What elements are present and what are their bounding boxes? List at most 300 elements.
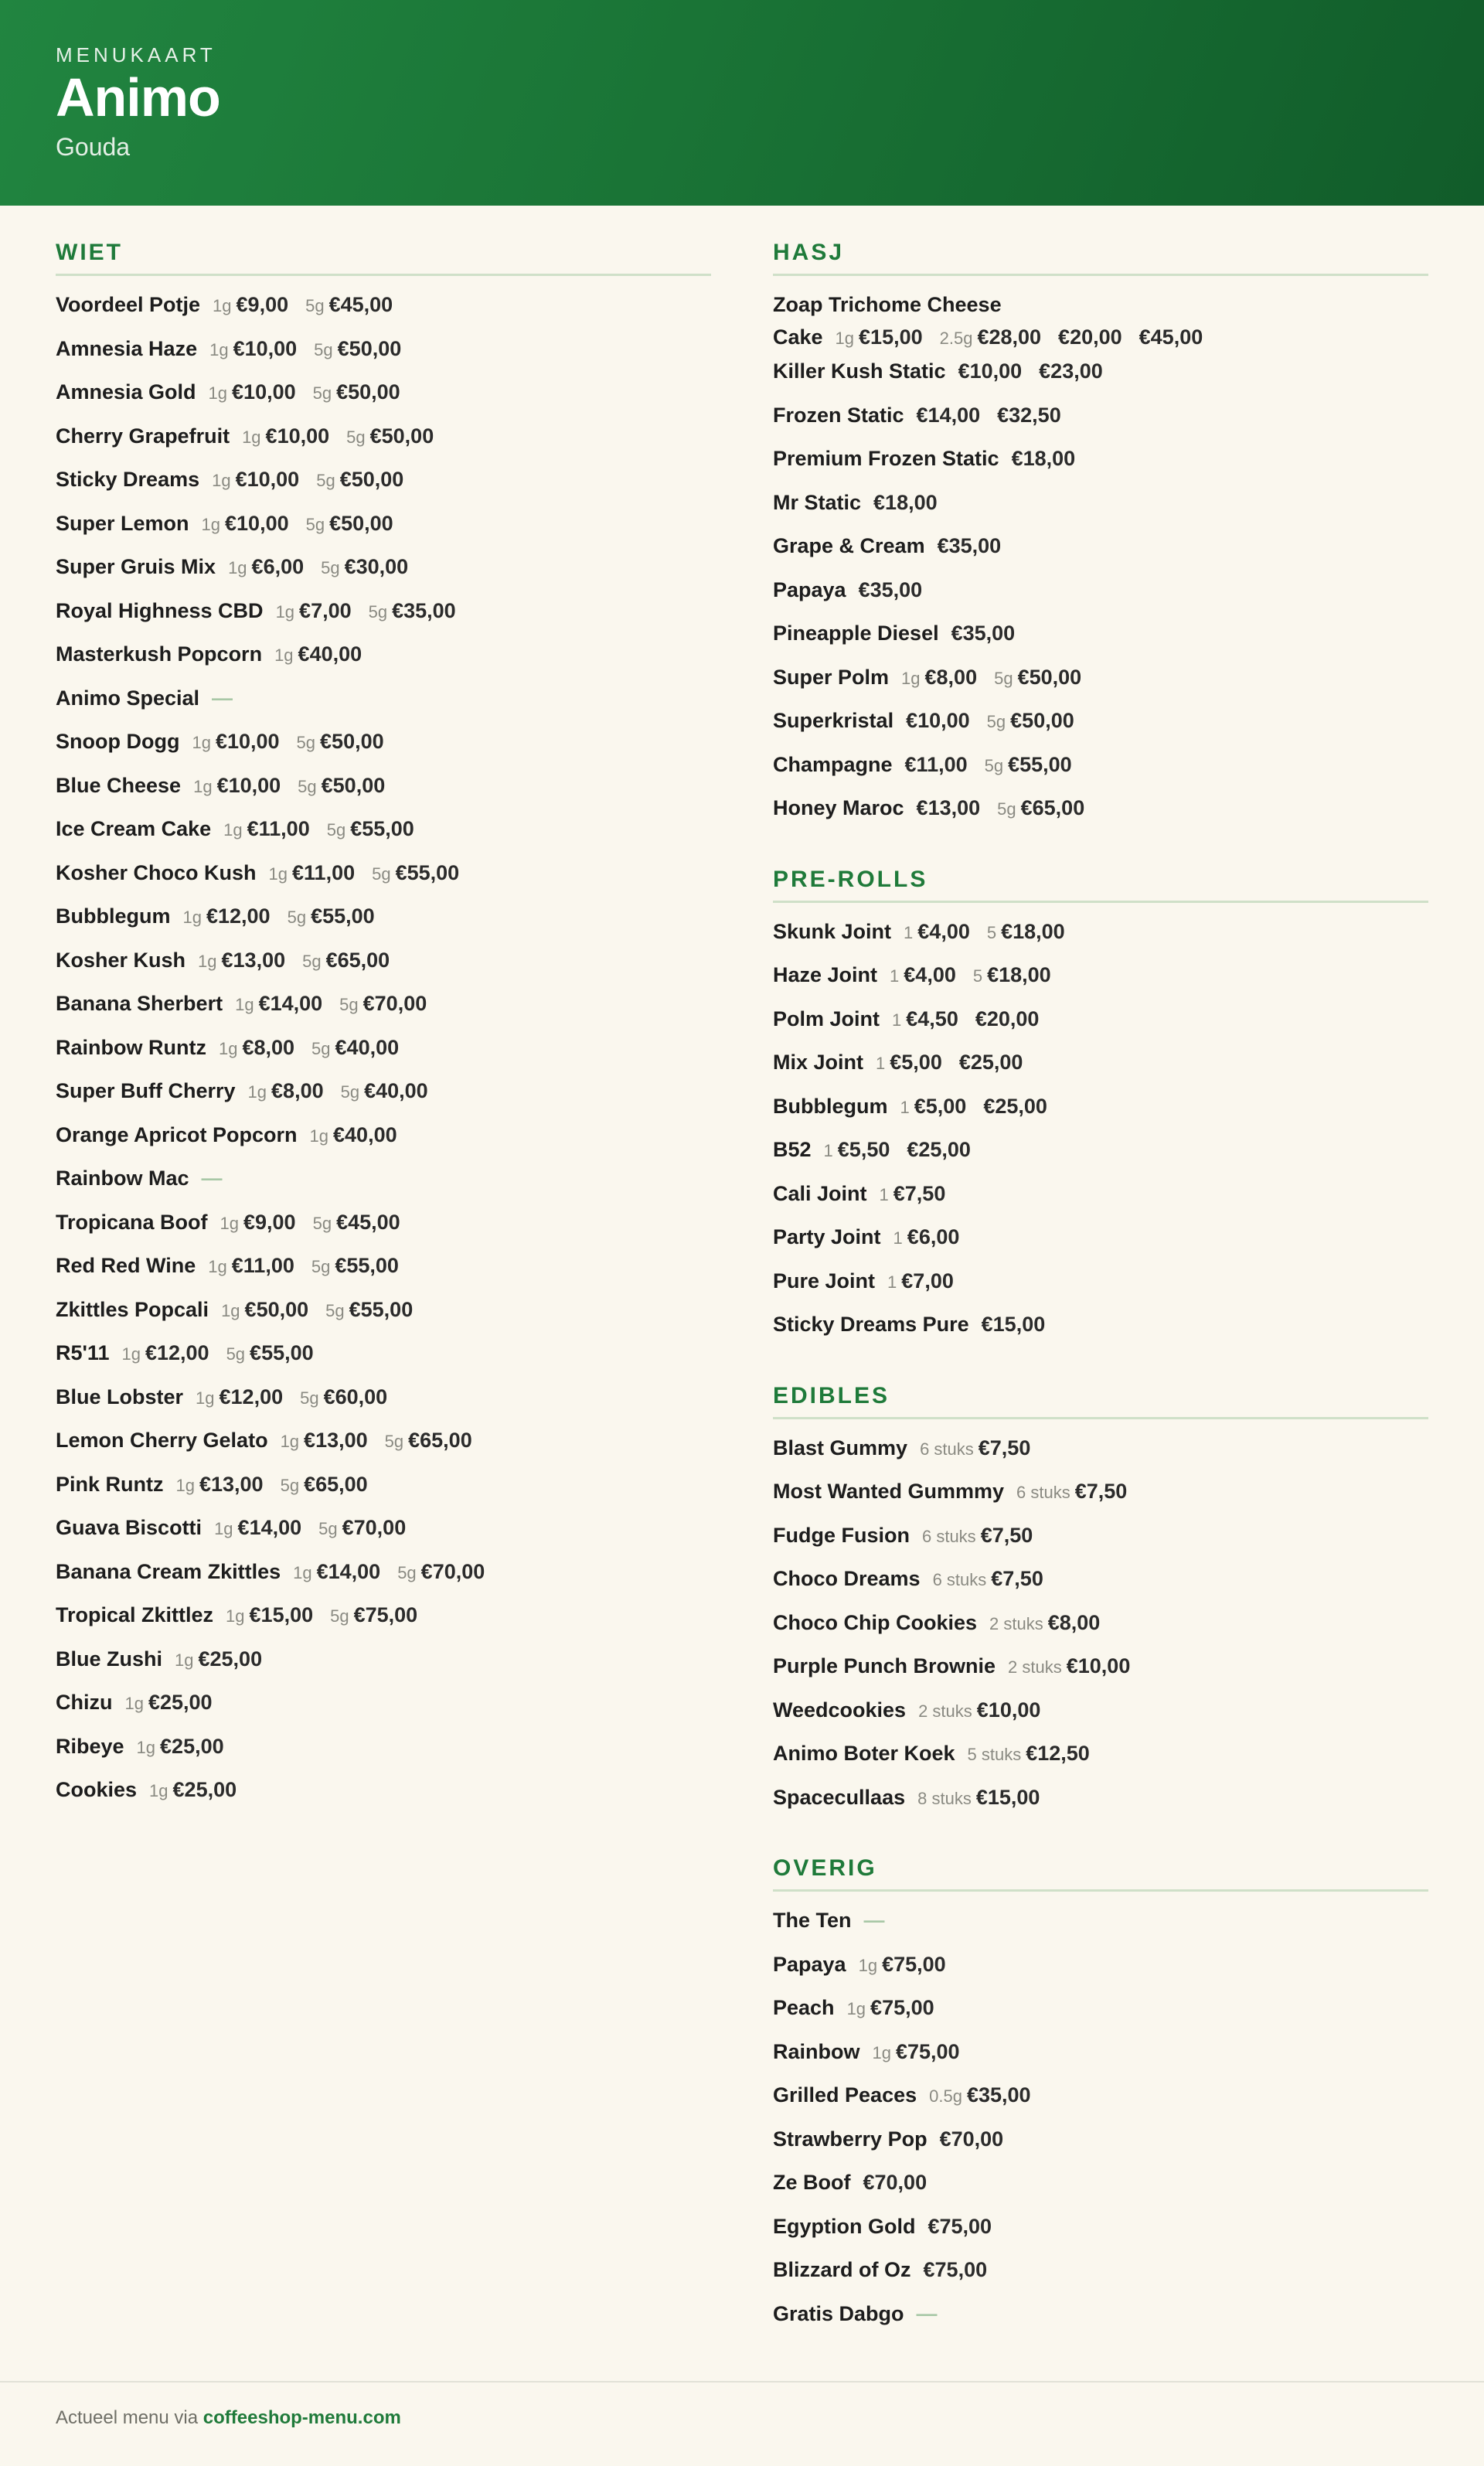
item-price [917, 796, 981, 819]
price-unit: 1 [900, 1097, 910, 1117]
price-amount: €75,00 [882, 1952, 946, 1976]
menu-item [56, 1206, 711, 1250]
price-unit: 1 [904, 922, 914, 942]
item-price [198, 949, 285, 972]
price-amount: €65,00 [325, 948, 390, 972]
price-amount: €4,50 [906, 1006, 958, 1030]
menu-item [773, 2253, 1428, 2297]
item-name: Zkittles Popcali [56, 1297, 209, 1321]
price-amount: €14,00 [258, 992, 323, 1015]
price-amount: €4,00 [917, 919, 970, 943]
price-amount: €7,50 [1074, 1480, 1128, 1503]
item-price [906, 709, 970, 732]
menu-item [56, 1599, 711, 1643]
item-name: Ze Boof [773, 2171, 851, 2194]
price-amount: €25,00 [160, 1734, 224, 1758]
price-amount: €55,00 [311, 904, 375, 928]
menu-item [56, 638, 711, 682]
footer-link[interactable]: coffeeshop-menu.com [203, 2407, 401, 2428]
item-name: Gratis Dabgo [773, 2301, 904, 2325]
menu-item [773, 661, 1428, 705]
price-unit: 5g [321, 558, 340, 577]
section-title: WIET [56, 240, 711, 276]
price-amount: €40,00 [333, 1122, 397, 1146]
price-amount: €55,00 [350, 817, 414, 840]
item-price [863, 2171, 928, 2194]
price-unit: 1 [887, 1272, 897, 1292]
price-unit: 1g [149, 1781, 168, 1800]
price-amount: €50,00 [329, 511, 393, 535]
item-price [311, 1036, 399, 1059]
item-price [248, 1079, 324, 1102]
price-unit: 5g [994, 668, 1013, 688]
price-unit: 5 [972, 966, 983, 986]
item-name: Chizu [56, 1691, 113, 1714]
item-price [917, 1786, 1040, 1809]
item-price [918, 1698, 1040, 1722]
price-amount: €55,00 [1008, 752, 1072, 776]
item-price [904, 920, 970, 943]
menu-item [773, 2123, 1428, 2167]
price-amount: €70,00 [939, 2127, 1004, 2151]
price-unit: 1 [879, 1184, 889, 1204]
menu-item [773, 959, 1428, 1003]
price-unit: 1g [223, 820, 243, 840]
price-amount: €55,00 [250, 1341, 314, 1364]
item-price [973, 963, 1051, 986]
price-unit: 5g [316, 471, 335, 490]
price-amount: €35,00 [858, 577, 923, 601]
price-amount: €75,00 [353, 1603, 418, 1626]
item-name: Rainbow Mac [56, 1167, 189, 1190]
price-amount: €65,00 [1020, 796, 1085, 819]
item-price [369, 599, 456, 622]
price-amount: €10,00 [1066, 1654, 1131, 1677]
price-unit: 1 [890, 966, 900, 986]
item-name: Amnesia Gold [56, 380, 196, 404]
price-amount: €40,00 [298, 642, 362, 666]
no-price-dash: — [863, 1909, 885, 1932]
item-price [226, 1341, 314, 1364]
item-price [281, 1473, 368, 1496]
price-amount: €50,00 [337, 336, 402, 360]
item-name: Blue Lobster [56, 1385, 184, 1408]
price-amount: €40,00 [364, 1079, 428, 1102]
price-amount: €65,00 [304, 1472, 368, 1496]
price-unit: 1g [235, 995, 254, 1014]
item-price [892, 1007, 958, 1030]
item-name: Weedcookies [773, 1698, 907, 1722]
price-unit: 6 stuks [932, 1570, 987, 1589]
menu-item [773, 704, 1428, 748]
item-name: Kosher Kush [56, 948, 186, 972]
price-unit: 1g [226, 1606, 245, 1626]
item-price [951, 622, 1016, 645]
price-amount: €55,00 [335, 1254, 399, 1277]
menu-section [773, 867, 1428, 1352]
item-price [228, 555, 304, 578]
menu-item [773, 1432, 1428, 1476]
price-amount: €7,50 [978, 1436, 1031, 1460]
item-name: Ribeye [56, 1734, 124, 1758]
item-name: Super Polm [773, 665, 890, 689]
price-amount: €55,00 [349, 1297, 414, 1321]
item-price [196, 1385, 283, 1408]
item-price [212, 468, 299, 491]
price-unit: 1g [124, 1694, 144, 1713]
item-price [940, 325, 1041, 349]
item-name: Super Gruis Mix [56, 555, 216, 578]
menu-item [773, 1046, 1428, 1090]
price-amount: €45,00 [336, 1210, 400, 1234]
menu-item [773, 1694, 1428, 1738]
no-price-dash: — [212, 686, 233, 710]
item-price [994, 666, 1081, 689]
item-name: Banana Cream Zkittles [56, 1559, 281, 1583]
item-price [219, 1036, 294, 1059]
item-price [346, 424, 434, 448]
item-price [928, 2215, 992, 2238]
price-unit: 5g [312, 383, 332, 403]
menu-item [773, 1090, 1428, 1134]
item-price [276, 599, 352, 622]
item-name: Lemon Cherry Gelato [56, 1429, 268, 1452]
item-name: Guava Biscotti [56, 1516, 203, 1539]
price-unit: 5g [397, 1562, 417, 1582]
item-name: Animo Special [56, 686, 200, 710]
price-unit: 1g [274, 645, 294, 665]
price-amount: €7,50 [893, 1181, 946, 1205]
item-price [223, 817, 310, 840]
price-amount: €50,00 [244, 1297, 309, 1321]
menu-item [56, 769, 711, 813]
menu-item [56, 900, 711, 944]
price-unit: 5g [368, 601, 388, 622]
price-unit: 1g [268, 863, 288, 884]
item-price [929, 2083, 1030, 2107]
price-amount: €8,00 [924, 665, 978, 689]
item-price [900, 1095, 967, 1118]
price-unit: 1g [212, 471, 231, 490]
menu-item [773, 1562, 1428, 1606]
price-unit: 1g [858, 1955, 878, 1975]
item-price [341, 1079, 428, 1102]
menu-item [56, 1293, 711, 1337]
menu-item [56, 420, 711, 464]
price-amount: €10,00 [235, 468, 300, 491]
price-amount: €6,00 [907, 1225, 960, 1248]
price-unit: 1g [121, 1344, 141, 1364]
item-price [920, 1436, 1030, 1460]
item-name: Most Wanted Gummmy [773, 1480, 1005, 1503]
menu-columns [56, 240, 1428, 2372]
menu-item [56, 1730, 711, 1774]
menu-section [773, 240, 1428, 836]
menu-item [773, 1475, 1428, 1519]
price-amount: €45,00 [328, 293, 393, 316]
menu-item [56, 1381, 711, 1425]
price-unit: 1g [192, 733, 211, 752]
item-price [397, 1560, 485, 1583]
item-price [313, 380, 400, 404]
price-unit: 5g [384, 1432, 404, 1451]
price-amount: €10,00 [232, 380, 296, 404]
item-name: Pineapple Diesel [773, 622, 939, 645]
item-name: Super Lemon [56, 511, 189, 535]
item-price [940, 2127, 1004, 2151]
item-price [880, 1182, 946, 1205]
item-name: Grape & Cream [773, 534, 925, 557]
item-price [997, 404, 1061, 427]
menu-item [56, 463, 711, 507]
price-unit: 5g [280, 1475, 300, 1495]
price-amount: €13,00 [304, 1429, 368, 1452]
menu-item [773, 1003, 1428, 1047]
item-name: Honey Maroc [773, 796, 904, 819]
item-price [202, 512, 289, 535]
item-name: Tropicana Boof [56, 1210, 208, 1234]
menu-item [56, 812, 711, 857]
item-name: Champagne [773, 752, 893, 776]
item-price [876, 1051, 942, 1074]
price-unit: 5g [296, 733, 316, 752]
price-unit: 1g [208, 1257, 227, 1276]
menu-item [56, 725, 711, 769]
item-price [924, 2258, 988, 2281]
price-amount: €28,00 [977, 325, 1042, 349]
price-unit: 1g [198, 951, 217, 971]
item-name: Tropical Zkittlez [56, 1603, 214, 1626]
item-price [1058, 325, 1122, 349]
item-name: Superkristal [773, 709, 894, 732]
item-name: Zoap Trichome Cheese Cake [773, 293, 1002, 349]
item-price [208, 1254, 294, 1277]
item-name: Purple Punch Brownie [773, 1654, 996, 1677]
price-unit: 1g [193, 776, 213, 796]
price-unit: 1g [196, 1388, 215, 1408]
price-amount: €11,00 [292, 860, 356, 884]
item-price [302, 949, 390, 972]
item-name: Frozen Static [773, 403, 904, 427]
price-amount: €35,00 [966, 2083, 1031, 2107]
price-amount: €55,00 [395, 860, 460, 884]
price-unit: 1 [892, 1010, 902, 1030]
menu-item [56, 288, 711, 332]
item-price [125, 1691, 213, 1714]
footer-text: Actueel menu via [56, 2407, 199, 2428]
menu-item [56, 1249, 711, 1293]
price-unit: 1 [823, 1141, 833, 1160]
price-amount: €18,00 [1001, 919, 1065, 943]
price-unit: 1g [201, 514, 221, 534]
item-price [226, 1603, 313, 1626]
item-name: Rainbow Runtz [56, 1035, 206, 1059]
item-price [985, 753, 1072, 776]
menu-item [56, 1511, 711, 1555]
item-price [385, 1429, 472, 1452]
price-amount: €70,00 [420, 1559, 485, 1583]
item-name: Polm Joint [773, 1006, 880, 1030]
item-name: Cookies [56, 1778, 138, 1801]
item-name: Pure Joint [773, 1269, 876, 1293]
item-name: Super Buff Cherry [56, 1079, 236, 1102]
price-unit: 5g [287, 908, 307, 927]
item-name: Mix Joint [773, 1051, 864, 1074]
item-name: Blast Gummy [773, 1436, 908, 1460]
price-unit: 1g [247, 1082, 267, 1102]
price-unit: 5g [298, 776, 317, 796]
menu-item [773, 399, 1428, 443]
price-unit: 5g [997, 799, 1016, 819]
item-price [314, 337, 401, 360]
menu-item [56, 682, 711, 726]
item-price [183, 904, 271, 928]
price-amount: €35,00 [392, 598, 456, 622]
price-amount: €50,00 [321, 773, 386, 797]
menu-section [773, 1383, 1428, 1825]
header-eyebrow: MENUKAART [56, 43, 216, 66]
price-amount: €15,00 [975, 1785, 1040, 1809]
menu-item [56, 1337, 711, 1381]
menu-item [773, 1650, 1428, 1694]
price-amount: €75,00 [895, 2039, 960, 2063]
item-price [305, 293, 393, 316]
menu-item [773, 1781, 1428, 1825]
menu-column [56, 240, 711, 2372]
price-unit: 1g [293, 1562, 312, 1582]
price-amount: €32,50 [997, 403, 1061, 427]
item-name: Choco Chip Cookies [773, 1610, 978, 1634]
price-unit: 5g [305, 296, 325, 315]
item-name: Haze Joint [773, 963, 878, 986]
price-amount: €11,00 [904, 752, 968, 776]
section-title: EDIBLES [773, 1383, 1428, 1419]
price-amount: €14,00 [916, 403, 981, 427]
item-price [847, 1996, 934, 2019]
item-name: Blizzard of Oz [773, 2258, 911, 2281]
item-price [905, 753, 968, 776]
price-amount: €70,00 [863, 2171, 928, 2194]
price-unit: 1g [220, 1213, 239, 1233]
price-amount: €7,50 [991, 1567, 1043, 1590]
item-price [209, 380, 296, 404]
menu-item [773, 2210, 1428, 2254]
menu-item [56, 1075, 711, 1119]
item-price [907, 1138, 971, 1161]
item-name: B52 [773, 1138, 812, 1161]
menu-item [773, 2297, 1428, 2342]
item-price [193, 774, 281, 797]
menu-item [773, 915, 1428, 959]
item-price [300, 1385, 387, 1408]
menu-item [773, 2166, 1428, 2210]
item-price [214, 1516, 301, 1539]
price-amount: €12,00 [206, 904, 271, 928]
item-price [983, 1095, 1047, 1118]
price-amount: €50,00 [320, 730, 384, 753]
menu-column [773, 240, 1428, 2372]
price-unit: 5g [340, 1082, 360, 1102]
item-price [859, 578, 923, 601]
menu-item [56, 1555, 711, 1599]
price-amount: €35,00 [937, 534, 1002, 557]
price-amount: €15,00 [249, 1603, 314, 1626]
item-price [310, 1123, 397, 1146]
price-unit: 2.5g [939, 329, 973, 348]
item-name: Blue Cheese [56, 773, 182, 797]
price-unit: 1g [901, 668, 921, 688]
price-amount: €30,00 [344, 555, 409, 578]
price-amount: €12,50 [1026, 1742, 1090, 1765]
price-amount: €75,00 [928, 2214, 992, 2238]
item-price [824, 1138, 890, 1161]
menu-item [773, 486, 1428, 530]
price-unit: 5g [300, 1388, 319, 1408]
item-price [311, 1254, 399, 1277]
price-unit: 5g [305, 514, 325, 534]
menu-item [56, 1119, 711, 1163]
item-name: Kosher Choco Kush [56, 860, 257, 884]
price-unit: 1g [309, 1126, 329, 1146]
item-price [859, 1953, 946, 1976]
item-price [873, 2040, 960, 2063]
price-amount: €7,00 [299, 598, 352, 622]
price-unit: 1g [182, 908, 202, 927]
menu-item [773, 574, 1428, 618]
item-price [887, 1269, 954, 1293]
item-price [975, 1007, 1040, 1030]
price-unit: 2 stuks [989, 1613, 1043, 1633]
item-price [306, 512, 393, 535]
item-price [298, 774, 385, 797]
item-name: Animo Boter Koek [773, 1742, 955, 1765]
price-amount: €10,00 [233, 336, 298, 360]
price-unit: 1g [275, 601, 295, 622]
price-unit: 6 stuks [920, 1439, 974, 1459]
item-name: Masterkush Popcorn [56, 642, 263, 666]
menu-item [773, 1265, 1428, 1309]
item-name: Amnesia Haze [56, 336, 198, 360]
price-amount: €50,00 [339, 468, 404, 491]
price-amount: €18,00 [873, 490, 938, 514]
menu-item [773, 1606, 1428, 1650]
item-price [938, 534, 1002, 557]
price-unit: 5g [372, 863, 391, 884]
page-header [0, 0, 1484, 206]
menu-item [773, 1133, 1428, 1177]
price-amount: €25,00 [983, 1094, 1047, 1118]
price-unit: 1g [228, 558, 247, 577]
item-price [235, 992, 322, 1015]
price-unit: 0.5g [929, 2086, 962, 2106]
price-unit: 6 stuks [1016, 1483, 1070, 1502]
price-unit: 1g [221, 1300, 240, 1320]
price-unit: 1g [846, 1999, 866, 2018]
item-price [313, 1211, 400, 1234]
item-name: Party Joint [773, 1225, 881, 1248]
menu-item [56, 857, 711, 901]
item-price [893, 1225, 960, 1248]
item-name: Papaya [773, 1952, 846, 1976]
item-price [901, 666, 977, 689]
item-price [1012, 447, 1076, 470]
price-amount: €18,00 [987, 963, 1051, 986]
price-unit: 5g [986, 712, 1006, 731]
menu-item [773, 2079, 1428, 2123]
menu-item [56, 944, 711, 988]
price-amount: €35,00 [951, 622, 1016, 645]
menu-item [56, 1162, 711, 1206]
